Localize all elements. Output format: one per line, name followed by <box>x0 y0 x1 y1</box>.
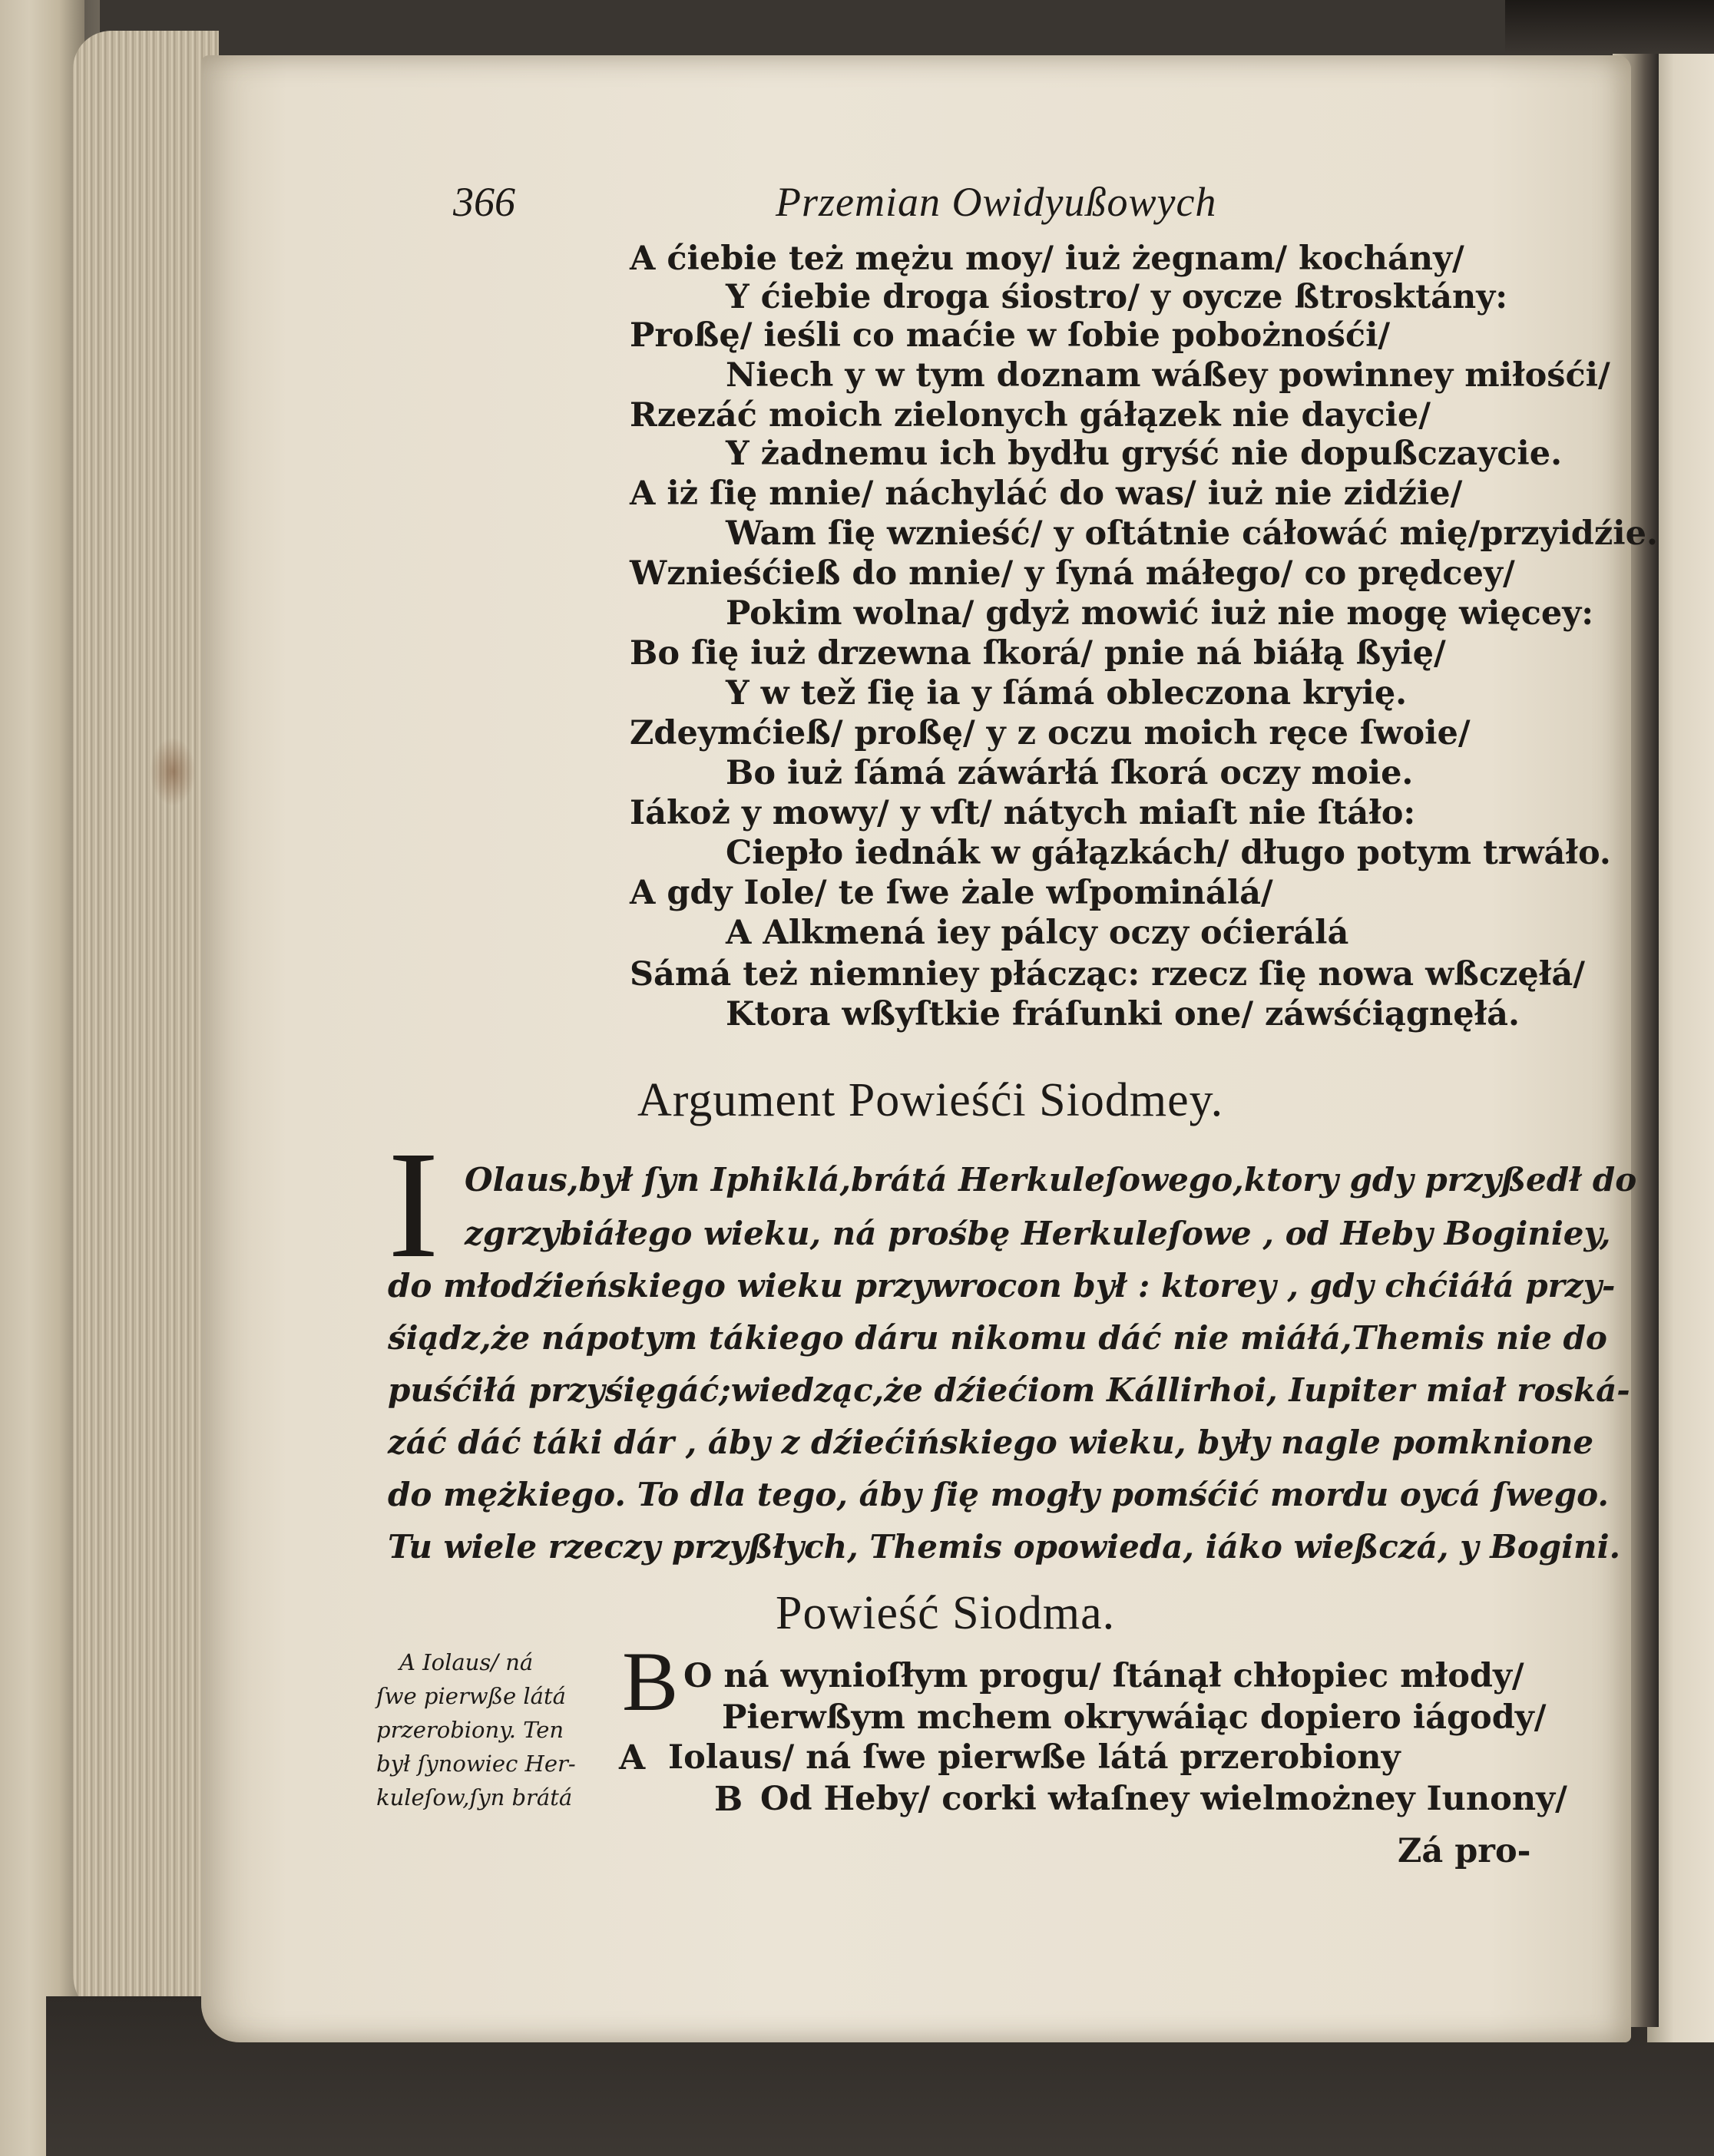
marker-letter: A <box>619 1738 646 1777</box>
argument-line: Olaus,był ſyn Iphiklá,brátá Herkuleſowego,ktory gdy przyßedł do <box>465 1161 1637 1199</box>
verse-line: Ktora wßyſtkie fráſunki one/ záwśćiągnęłá. <box>726 995 1520 1033</box>
section-heading: Powieść Siodma. <box>776 1587 1116 1639</box>
verse-line: Ciepło iednák w gáłązkách/ długo potym trwáło. <box>726 834 1611 872</box>
verse-line: Rzezáć moich zielonych gáłązek nie daycie/ <box>630 396 1431 435</box>
argument-line: do mężkiego. To dla tego, áby ſię mogły pomśćić mordu oycá ſwego. <box>388 1476 1609 1513</box>
verse-line: Proßę/ ieśli co maćie w ſobie pobożnośći/ <box>630 316 1391 355</box>
verse-line: O ná wynioſłym progu/ ſtánął chłopiec młody/ <box>683 1657 1524 1695</box>
binding-edge <box>0 0 84 2156</box>
verse-line: A iż ſię mnie/ náchyláć do was/ iuż nie zidźie/ <box>630 475 1463 513</box>
verse-line: A ćiebie też mężu moy/ iuż żegnam/ kochány/ <box>630 240 1464 278</box>
page-edges <box>73 31 219 2027</box>
verse-line: Od Heby/ corki właſney wielmożney Iunony/ <box>760 1780 1567 1818</box>
catchword: Zá pro- <box>1398 1832 1531 1870</box>
verse-line: A Alkmená iey pálcy oczy oćierálá <box>726 914 1349 952</box>
argument-line: puśćiłá przyśięgáć;wiedząc,że dźiećiom Kállirhoi, Iupiter miał roská- <box>388 1371 1630 1409</box>
marginal-note-line: kuleſow,ſyn brátá <box>376 1784 573 1810</box>
marginal-note-line: przerobiony. Ten <box>376 1717 564 1743</box>
argument-line: śiądz,że nápotym tákiego dáru nikomu dáć nie miáłá,Themis nie do <box>388 1319 1607 1357</box>
argument-line: záć dáć táki dár , áby z dźiećińskiego wieku, były nagle pomknione <box>388 1424 1594 1461</box>
page-number: 366 <box>453 179 515 225</box>
marker-letter: B <box>714 1780 743 1819</box>
verse-line: Niech y w tym doznam wáßey powinney miłośći/ <box>726 356 1610 395</box>
verse-line: Y w tež ſię ia y ſámá obleczona kryię. <box>726 674 1408 713</box>
verse-line: Y żadnemu ich bydłu gryść nie dopußczaycie. <box>726 435 1563 473</box>
argument-line: Tu wiele rzeczy przyßłych, Themis opowieda, iáko wießczá, y Bogini. <box>388 1528 1621 1566</box>
verse-line: Y ćiebie droga śiostro/ y oycze ßtrosktány: <box>726 278 1508 316</box>
marginal-note-line: A Iolaus/ ná <box>399 1649 534 1675</box>
argument-line: zgrzybiáłego wieku, ná prośbę Herkuleſowe , od Heby Boginiey, <box>465 1215 1611 1252</box>
verse-line: Iákoż y mowy/ y vſt/ nátych miaſt nie ſtáło: <box>630 794 1416 832</box>
verse-line: Pierwßym mchem okrywáiąc dopiero iágody/ <box>722 1698 1547 1737</box>
verse-line: Iolaus/ ná ſwe pierwße látá przerobiony <box>668 1738 1401 1777</box>
marginal-note-line: był ſynowiec Her- <box>376 1751 576 1777</box>
verse-line: A gdy Iole/ te ſwe żale wſpominálá/ <box>630 874 1273 912</box>
verse-line: Pokim wolna/ gdyż mowić iuż nie mogę więcey: <box>726 594 1594 633</box>
verse-line: Bo iuż ſámá záwárłá ſkorá oczy moie. <box>726 754 1414 792</box>
running-head: Przemian Owidyußowych <box>776 179 1217 225</box>
marginal-note-line: ſwe pierwße látá <box>376 1683 566 1709</box>
drop-cap: I <box>388 1120 439 1290</box>
verse-line: Sámá też niemniey płácząc: rzecz ſię nowa wßczęłá/ <box>630 955 1585 994</box>
paper-stain <box>150 737 196 806</box>
verse-line: Wam ſię wznieść/ y oſtátnie cáłowáć mię/przyidźie. <box>726 514 1658 553</box>
verse-line: Wznieśćieß do mnie/ y ſyná máłego/ co prędcey/ <box>630 554 1515 593</box>
drop-cap: B <box>622 1635 679 1728</box>
verse-line: Bo ſię iuż drzewna ſkorá/ pnie ná biáłą ßyię/ <box>630 634 1446 673</box>
background-top-right <box>1505 0 1714 54</box>
section-heading: Argument Powieśći Siodmey. <box>637 1074 1224 1126</box>
verse-line: Zdeymćieß/ proßę/ y z oczu moich ręce ſwoie/ <box>630 714 1471 752</box>
argument-line: do młodźieńskiego wieku przywrocon był : ktorey , gdy chćiáłá przy- <box>388 1267 1616 1305</box>
